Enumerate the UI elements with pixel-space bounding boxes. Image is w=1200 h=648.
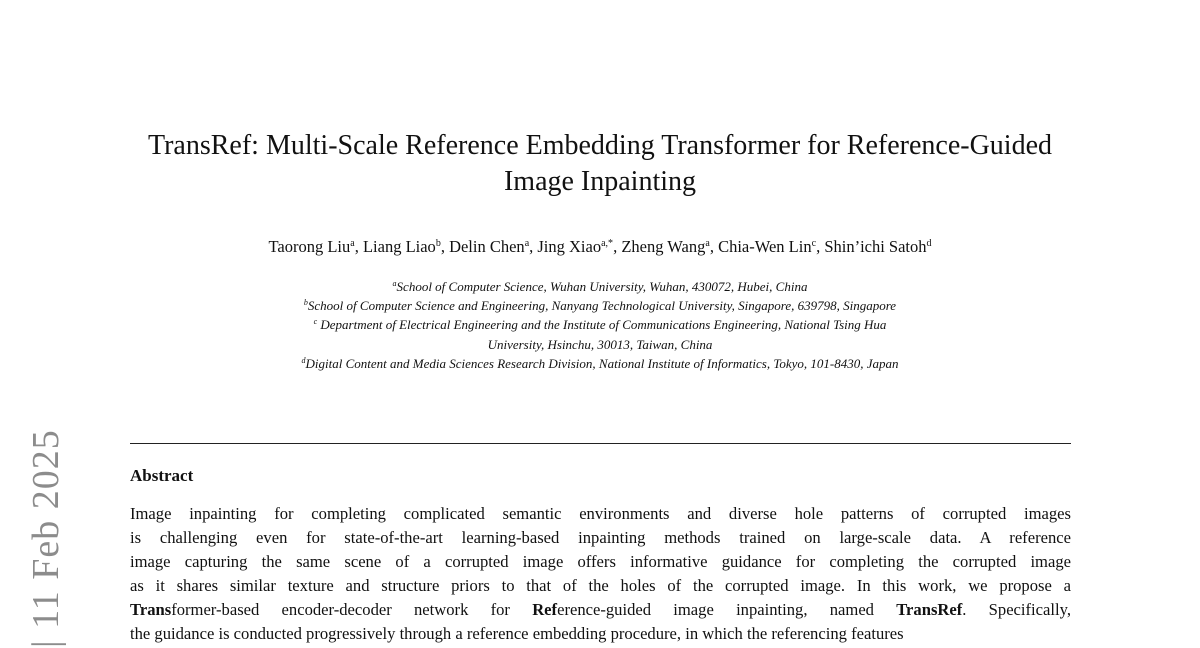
abstract-heading: Abstract <box>130 466 194 485</box>
affiliations <box>180 277 1020 373</box>
author-affiliation-mark: d <box>926 238 932 249</box>
abstract-emphasis: TransRef <box>896 600 963 619</box>
abstract-text: erence-guided image inpainting, named <box>557 600 897 619</box>
affiliation-mark: d <box>301 355 306 365</box>
author-separator: , <box>440 237 450 256</box>
affiliation-line <box>180 315 1020 334</box>
abstract-text: . Specifically, <box>962 600 1071 619</box>
affiliation-line <box>180 296 1020 315</box>
arxiv-date-stamp <box>16 412 76 648</box>
author-name: Liang Liao <box>362 237 436 256</box>
affiliation-mark: b <box>303 298 308 308</box>
abstract-line <box>130 550 1071 574</box>
abstract-line <box>130 598 1071 622</box>
abstract-text: image capturing the same scene of a corrupted image offers informative guidance for completing the corrupted image <box>130 552 1071 571</box>
author-name: Taorong Liu <box>268 237 351 256</box>
abstract-line <box>130 502 1071 526</box>
title-line-1: TransRef: Multi-Scale Reference Embedding Transformer for Reference-Guided <box>147 130 1053 161</box>
author-separator: , <box>529 237 538 256</box>
abstract-emphasis: Trans <box>130 600 172 619</box>
abstract-line <box>130 574 1071 598</box>
paper-title <box>100 128 1100 200</box>
author-affiliation-mark: a <box>350 238 355 249</box>
author-name: Zheng Wang <box>621 237 706 256</box>
abstract-text: is challenging even for state-of-the-art learning-based inpainting methods trained on large-scale data. A reference <box>130 528 1071 547</box>
author-affiliation-mark: a,* <box>601 238 614 249</box>
author-separator: , <box>354 237 363 256</box>
author-name: Delin Chen <box>449 237 525 256</box>
author-separator: , <box>709 237 719 256</box>
author-affiliation-mark: b <box>435 238 441 249</box>
author-affiliation-mark: a <box>524 238 530 249</box>
author-name: Shin’ichi Satoh <box>824 237 927 256</box>
affiliation-line <box>180 335 1020 354</box>
author-separator: , <box>613 237 622 256</box>
affiliation-text: School of Computer Science, Wuhan University, Wuhan, 430072, Hubei, China <box>396 279 808 294</box>
title-line-2: Image Inpainting <box>503 166 697 197</box>
affiliation-mark: a <box>392 279 397 288</box>
author-affiliation-mark: c <box>811 238 817 249</box>
abstract-text: as it shares similar texture and structure priors to that of the holes of the corrupted image. In this work, we propose a <box>130 576 1071 595</box>
section-divider <box>130 443 1071 444</box>
affiliation-mark: c <box>313 317 318 327</box>
author-name: Chia-Wen Lin <box>718 237 812 256</box>
affiliation-text: University, Hsinchu, 30013, Taiwan, China <box>487 336 713 352</box>
abstract-text: the guidance is conducted progressively through a reference embedding procedure, in which the referencing features <box>130 624 904 643</box>
author-affiliation-mark: a <box>705 238 710 249</box>
abstract-text: former-based encoder-decoder network for <box>171 600 533 619</box>
affiliation-line <box>180 354 1020 373</box>
author-separator: , <box>816 237 825 256</box>
author-name: Jing Xiao <box>537 237 602 256</box>
affiliation-line <box>180 277 1020 296</box>
affiliation-text: Department of Electrical Engineering and the Institute of Communications Engineering, National Tsing Hua <box>317 317 887 333</box>
abstract-text: Image inpainting for completing complicated semantic environments and diverse hole patterns of corrupted images <box>130 504 1071 523</box>
abstract-body <box>130 502 1071 646</box>
arxiv-stamp-text: | 11 Feb 2025 <box>25 429 67 648</box>
author-list <box>100 236 1100 258</box>
abstract-line <box>130 526 1071 550</box>
affiliation-text: Digital Content and Media Sciences Research Division, National Institute of Informatics, Tokyo, 101-8430, Japan <box>305 355 899 371</box>
abstract-emphasis: Ref <box>532 600 558 619</box>
affiliation-text: School of Computer Science and Engineering, Nanyang Technological University, Singapore, 639798, Singapore <box>307 298 897 314</box>
abstract-line <box>130 622 1071 646</box>
